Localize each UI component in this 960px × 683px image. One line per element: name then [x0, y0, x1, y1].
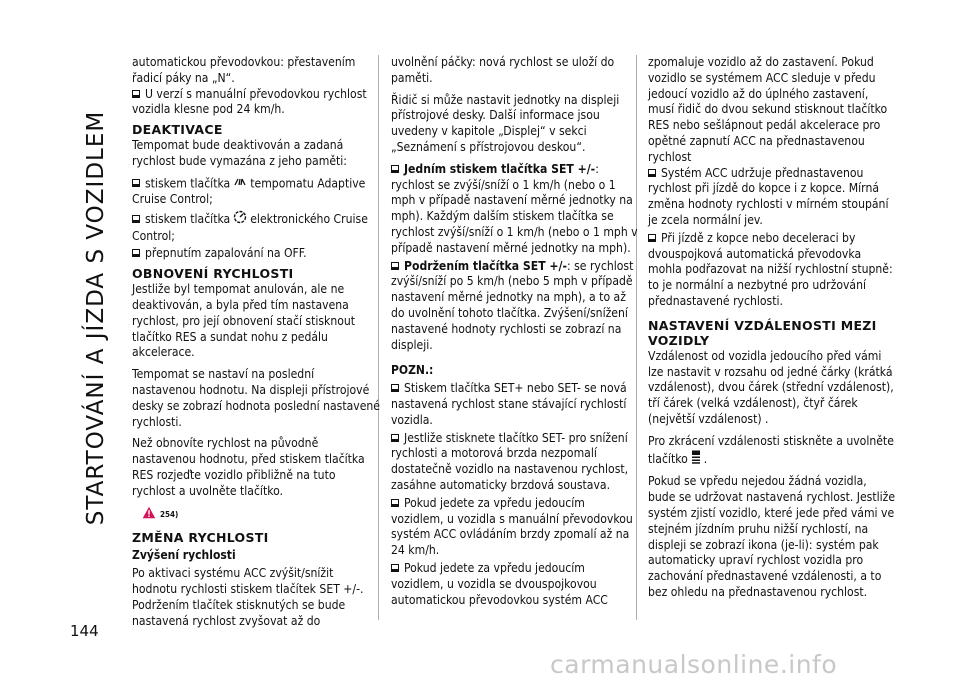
column-3 [648, 55, 896, 607]
chapter-title: STARTOVÁNÍ A JÍZDA S VOZIDLEM [83, 110, 109, 526]
bullet-icon [391, 564, 399, 572]
column-2 [391, 55, 639, 610]
note-heading: POZN.: [391, 363, 434, 378]
paragraph: Po aktivaci systému ACC zvýšit/snížit hodnotu rychlosti stiskem tlačítek SET +/-. Podržením tlačítek stisknutých se bude nastavená rychlost zvyšovat až do [132, 566, 364, 628]
bullet-icon [648, 234, 656, 242]
bullet-icon [391, 434, 399, 442]
warning-triangle-icon [142, 506, 156, 525]
distance-button-icon [691, 450, 701, 469]
paragraph: uvolnění páčky: nová rychlost se uloží do paměti. [391, 55, 615, 85]
speedometer-icon [233, 210, 247, 229]
acc-button-icon [233, 176, 247, 192]
list-item: Systém ACC udržuje přednastavenou rychlost při jízdě do kopce i z kopce. Mírná změna hodnoty rychlosti v mírném stoupání je zcela normální jev. [648, 165, 889, 227]
list-item: U verzí s manuální převodovkou rychlost vozidla klesne pod 24 km/h. [132, 86, 367, 117]
paragraph: Řidič si může nastavit jednotky na displeji přístrojové desky. Další informace jsou uvedeny v kapitole „Displej“ v sekci „Seznámení s přístrojovou deskou“. [391, 92, 620, 154]
section-heading: NASTAVENÍ VZDÁLENOSTI MEZI VOZIDLY [648, 317, 877, 348]
warning-reference: 254) [142, 506, 380, 525]
page-number: 144 [70, 622, 99, 640]
bullet-icon [391, 384, 399, 392]
paragraph: Jestliže byl tempomat anulován, ale ne deaktivován, a byla před tím nastavena rychlost, pro její obnovení stačí stisknout tlačítko RES a sundat nohu z pedálu akcelerace. [132, 282, 356, 360]
list-item: Jestliže stisknete tlačítko SET- pro snížení rychlosti a motorová brzda nezpomalí dostatečně vozidlo na nastavenou rychlost, zasáhne automaticky brzdová soustava. [391, 430, 629, 492]
paragraph: automatickou převodovkou: přestavením řadicí páky na „N“. [132, 55, 356, 85]
column-1 [132, 55, 380, 635]
bullet-icon [132, 215, 140, 223]
bullet-icon [132, 90, 140, 98]
paragraph: Než obnovíte rychlost na původně nastavenou hodnotu, před stiskem tlačítka RES rozjeďte vozidlo přibližně na tuto rychlost a uvolněte tlačítko. [132, 436, 365, 498]
bullet-icon [391, 262, 399, 270]
paragraph: zpomaluje vozidlo až do zastavení. Pokud vozidlo se systémem ACC sleduje v předu jedoucí vozidlo až do úplného zastavení, musí řidič do dvou sekund stisknout tlačítko RES nebo sešlápnout pedál akcelerace pro opětné zapnutí ACC na přednastavenou rychlost [648, 55, 888, 164]
paragraph: Tempomat bude deaktivován a zadaná rychlost bude vymazána z jeho paměti: [132, 138, 347, 168]
section-heading: OBNOVENÍ RYCHLOSTI [132, 266, 294, 282]
section-heading: DEAKTIVACE [132, 122, 223, 138]
list-item: Jedním stiskem tlačítka SET +/-: rychlost se zvýší/sníží o 1 km/h (nebo o 1 mph v případě nastavení měrné jednotky na mph). Každým dalším stiskem tlačítka se rychlost zvýší/sníží o 1 km/h (nebo o 1 mph v případě nastavení měrné jednotky na mph). [391, 161, 638, 255]
list-item: stiskem tlačítka tempomatu Adaptive Cruise Control; [132, 176, 366, 206]
list-item: přepnutím zapalování na OFF. [132, 246, 380, 262]
list-item: Při jízdě z kopce nebo deceleraci by dvouspojková automatická převodovka mohla podřazovat na nižší rychlostní stupně: to je normální a nezbytné pro udržování přednastavené rychlosti. [648, 230, 893, 308]
paragraph: Vzdálenost od vozidla jedoucího před vámi lze nastavit v rozsahu od jedné čárky (krátká vzdálenost), dvou čárek (střední vzdálenost), tří čárek (velká vzdálenost), čtyř čárek (největší vzdálenost) . [648, 348, 894, 426]
bullet-icon [132, 249, 140, 257]
paragraph: Pokud se vpředu nejedou žádná vozidla, bude se udržovat nastavená rychlost. Jestliže systém zjistí vozidlo, které jede před vámi ve stejném jízdním pruhu nižší rychlostí, na displeji se zobrazí ikona (je-li): systém pak automaticky upraví rychlost vozidla pro zachování přednastavené vzdálenosti, a to bez ohledu na přednastavenou rychlost. [648, 474, 896, 599]
paragraph: Tempomat se nastaví na poslední nastavenou hodnotu. Na displeji přístrojové desky se zobrazí hodnota poslední nastavené rychlosti. [132, 367, 380, 429]
list-item: Stiskem tlačítka SET+ nebo SET- se nová nastavená rychlost stane stávající rychlostí vozidla. [391, 381, 627, 427]
list-item: Pokud jedete za vpředu jedoucím vozidlem, u vozidla se dvouspojkovou automatickou převodovkou systém ACC [391, 560, 608, 607]
paragraph: Pro zkrácení vzdálenosti stiskněte a uvolněte tlačítko . [648, 434, 896, 469]
list-item: stiskem tlačítka elektronického Cruise Control; [132, 211, 368, 243]
list-item: Podržením tlačítka SET +/-: se rychlost zvýší/sníží po 5 km/h (nebo 5 mph v případě nastavení měrné jednotky na mph), a to až do uvolnění tohoto tlačítka. Zvýšení/snížení nastavené hodnoty rychlosti se zobrazí na displeji. [391, 258, 634, 352]
watermark: carmanualsonline.info [550, 650, 838, 679]
bullet-icon [132, 179, 140, 187]
bullet-icon [648, 169, 656, 177]
section-heading: ZMĚNA RYCHLOSTI [132, 530, 269, 546]
list-item: Pokud jedete za vpředu jedoucím vozidlem, u vozidla s manuální převodovkou systém ACC ovládáním brzdy zpomalí až na 24 km/h. [391, 495, 633, 558]
bullet-icon [391, 499, 399, 507]
subsection-heading: Zvýšení rychlosti [132, 548, 236, 563]
bullet-icon [391, 165, 399, 173]
